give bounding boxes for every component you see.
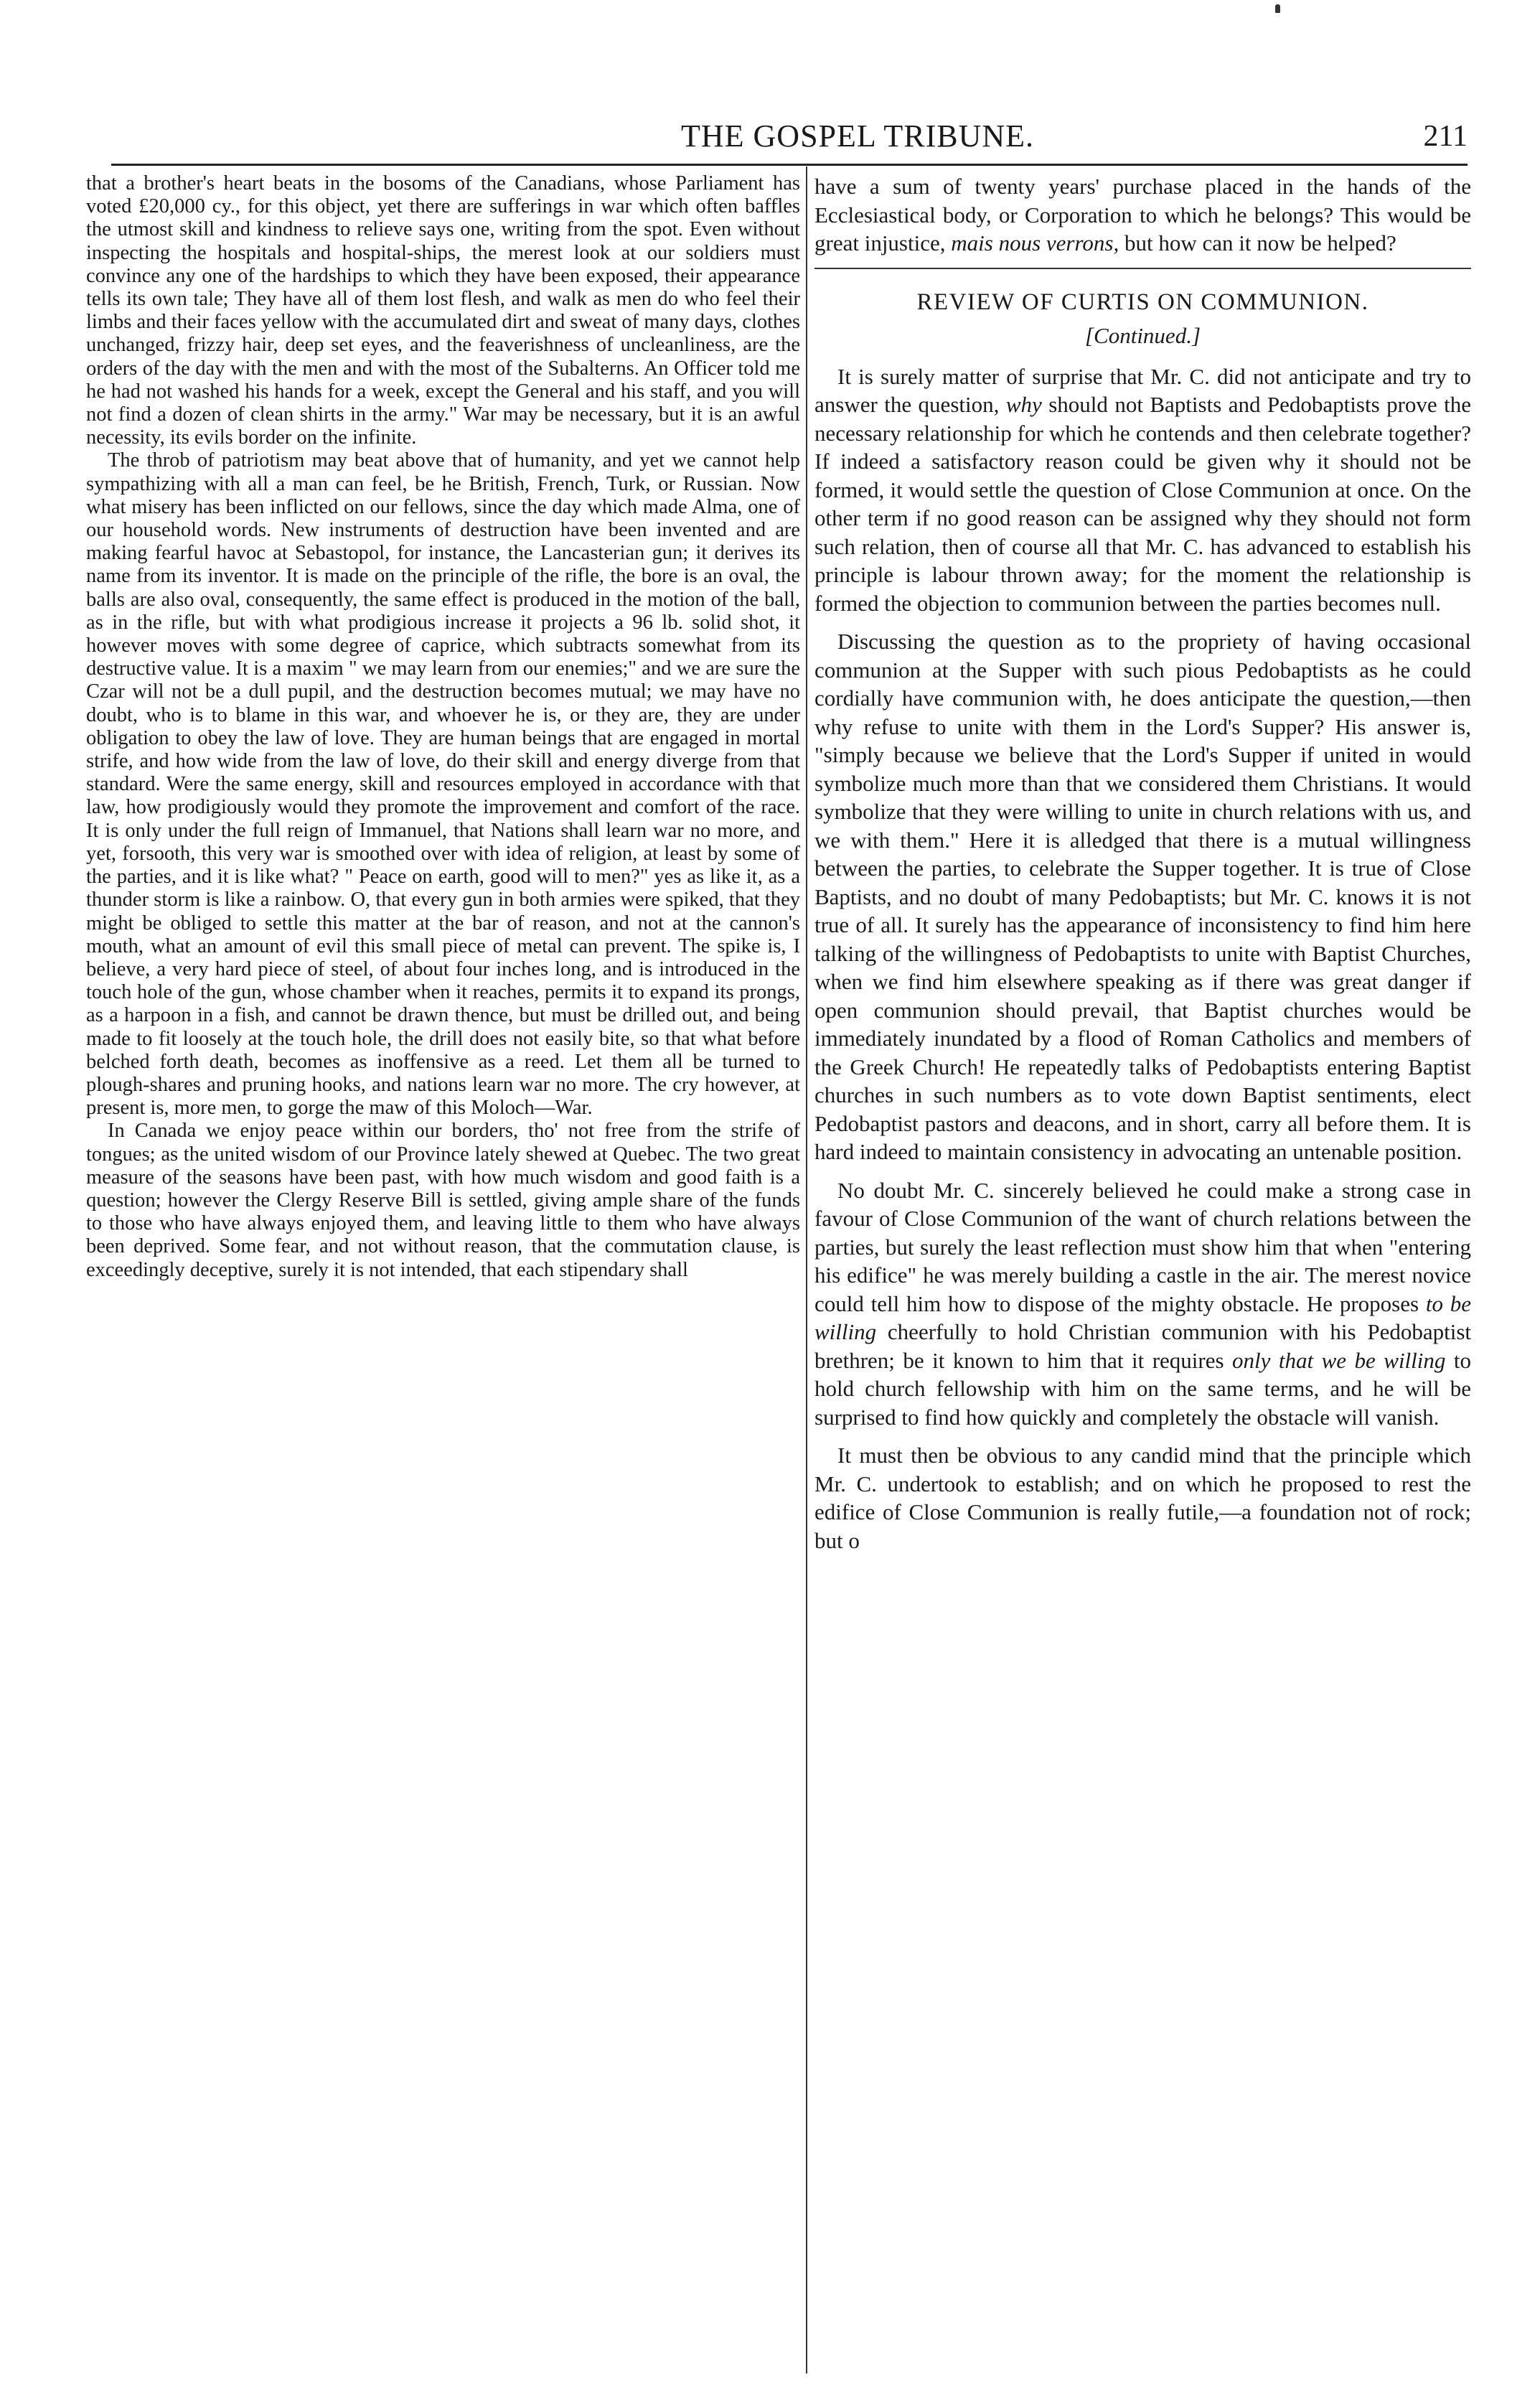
review-p3-mid: cheerfully to hold Christian communion with his Pedobaptist brethren; be it known to him that it requires: [814, 1319, 1471, 1373]
right-intro-paragraph: [814, 172, 1471, 258]
left-paragraph-1: that a brother's heart beats in the bosoms of the Canadians, whose Parliament has voted £20,000 cy., for this object, yet there are sufferings in war which often baffles the utmost skill and kindness to relieve says one, writing from the spot. Even without inspecting the hospitals and hospital-ships, the merest look at our soldiers must convince any one of the hardships to which they have been exposed, their appearance tells its own tale; They have all of them lost flesh, and walk as men do who feel their limbs and their faces yellow with the accumulated dirt and sweat of many days, clothes unchanged, frizzy hair, deep set eyes, and the feaverishness of uncleanliness, are the orders of the day with the men and with the most of the Subalterns. An Officer told me he had not washed his hands for a week, except the General and his staff, and you will not find a dozen of clean shirts in the army." War may be necessary, but it is an awful necessity, its evils border on the infinite.: [86, 172, 800, 449]
review-paragraph-3: [814, 1176, 1471, 1432]
ink-mark: [1275, 4, 1280, 13]
column-divider: [806, 167, 807, 2373]
page-header: [111, 111, 1468, 161]
review-p3-italic-2: only that we be willing: [1232, 1347, 1446, 1373]
right-column: [814, 172, 1471, 2379]
review-p3-start: No doubt Mr. C. sincerely believed he could make a strong case in favour of Close Communion of the want of church relations between the parties, but surely the least reflection must show him that when "entering his edifice" he was merely building a castle in the air. The merest novice could tell him how to dispose of the mighty obstacle. He proposes: [814, 1177, 1471, 1316]
section-rule: [814, 268, 1471, 269]
right-intro-text: have a sum of twenty years' purchase placed in the hands of the Ecclesiastical body, or Corporation to which he belongs? This would be great injustice,: [814, 174, 1471, 256]
review-p1-end: should not Baptists and Pedobaptists prove the necessary relationship for which he contends and then celebrate together? If indeed a satisfactory reason could be given why it should not be formed, it would settle the question of Close Communion at once. On the other term if no good reason can be assigned why they should not form such relation, then of course all that Mr. C. has advanced to establish his principle is labour thrown away; for the moment the relationship is formed the objection to communion between the parties becomes null.: [814, 392, 1471, 616]
review-p3-end: to hold church fellowship with him on the same terms, and he will be surprised to find how quickly and completely the obstacle will vanish.: [814, 1347, 1471, 1430]
review-p1-italic: why: [1005, 392, 1042, 417]
left-paragraph-2: The throb of patriotism may beat above that of humanity, and yet we cannot help sympathizing with all a man can feel, be he British, French, Turk, or Russian. Now what misery has been inflicted on our fellows, since the day which made Alma, one of our household words. New instruments of destruction have been invented and are making fearful havoc at Sebastopol, for instance, the Lancasterian gun; it derives its name from its inventor. It is made on the principle of the rifle, the bore is an oval, the balls are also oval, consequently, the same effect is produced in the motion of the ball, as in the rifle, but with what prodigious increase it projects a 96 lb. solid shot, it however moves with some degree of caprice, which subtracts somewhat from its destructive value. It is a maxim " we may learn from our enemies;" and we are sure the Czar will not be a dull pupil, and the destruction becomes mutual; we may have no doubt, who is to blame in this war, and whoever he is, or they are, they are under obligation to obey the law of love. They are human beings that are engaged in mortal strife, and how wide from the law of love, do their skill and energy diverge from that standard. Were the same energy, skill and resources employed in accordance with that law, how prodigiously would they promote the improvement and comfort of the race. It is only under the full reign of Immanuel, that Nations shall learn war no more, and yet, forsooth, this very war is smoothed over with idea of religion, at least by some of the parties, and it is like what? " Peace on earth, good will to men?" yes as like it, as a thunder storm is like a rainbow. O, that every gun in both armies were spiked, that they might be obliged to settle this matter at the bar of reason, and not at the cannon's mouth, what an amount of evil this small piece of metal can prevent. The spike is, I believe, a very hard piece of steel, of about four inches long, and is introduced in the touch hole of the gun, whose chamber when it reaches, permits it to expand its prongs, as a harpoon in a fish, and cannot be drawn thence, but must be drilled out, and being made to fit loosely at the touch hole, the drill does not easily bite, so that what before belched forth death, becomes as inoffensive as a reed. Let them all be turned to plough-shares and pruning hooks, and nations learn war no more. The cry however, at present is, more men, to gorge the maw of this Moloch—War.: [86, 449, 800, 1120]
review-paragraph-4: It must then be obvious to any candid mind that the principle which Mr. C. undertook to establish; and on which he proposed to rest the edifice of Close Communion is really futile,—a foundation not of rock; but o: [814, 1443, 1471, 1553]
section-subtitle: [Continued.]: [1084, 322, 1201, 348]
right-intro-italic: mais nous verrons,: [951, 230, 1119, 256]
publication-title: THE GOSPEL TRIBUNE.: [681, 118, 1034, 154]
left-paragraph-3: In Canada we enjoy peace within our borders, tho' not free from the strife of tongues; as the united wisdom of our Province lately shewed at Quebec. The two great measure of the seasons have been past, with how much wisdom and good faith is a question; however the Clergy Reserve Bill is settled, giving ample share of the funds to those who have always enjoyed them, and leaving little to them who have always been deprived. Some fear, and not without reason, that the commutation clause, is exceedingly deceptive, surely it is not intended, that each stipendary shall: [86, 1120, 800, 1281]
right-intro-end: but how can it now be helped?: [1119, 230, 1396, 256]
header-rule: [111, 164, 1468, 166]
review-paragraph-2: Discussing the question as to the propriety of having occasional communion at the Supper with such pious Pedobaptists as he could cordially have communion with, he does anticipate the question,—then why refuse to unite with them in the Lord's Supper? His answer is, "simply because we believe that the Lord's Supper if united in would symbolize much more than that we considered them Christians. It would symbolize that they were willing to unite in church relations with us, and we with them." Here it is alledged that there is a mutual willingness between the parties, to celebrate the Supper together. It is true of Close Baptists, and no doubt of many Pedobaptists; but Mr. C. knows it is not true of all. It surely has the appearance of inconsistency to find him here talking of the willingness of Pedobaptists to unite with Baptist Churches, when we find him elsewhere speaking as if there was great danger if open communion should prevail, that Baptist churches would be immediately inundated by a flood of Roman Catholics and members of the Greek Church! He repeatedly talks of Pedobaptists entering Baptist churches in such numbers as to vote down Baptist sentiments, elect Pedobaptist pastors and deacons, and in short, carry all before them. It is hard indeed to maintain consistency in advocating an untenable position.: [814, 629, 1471, 1164]
page-number: 211: [1423, 120, 1468, 153]
left-column: [86, 172, 800, 2379]
review-p1-start: It is surely matter of surprise that Mr. C. did not anticipate and try to answer the question,: [814, 363, 1471, 417]
review-paragraph-1: [814, 362, 1471, 618]
section-title: REVIEW OF CURTIS ON COMMUNION.: [916, 289, 1369, 315]
review-p3-italic-1: to be willing: [814, 1290, 1471, 1344]
